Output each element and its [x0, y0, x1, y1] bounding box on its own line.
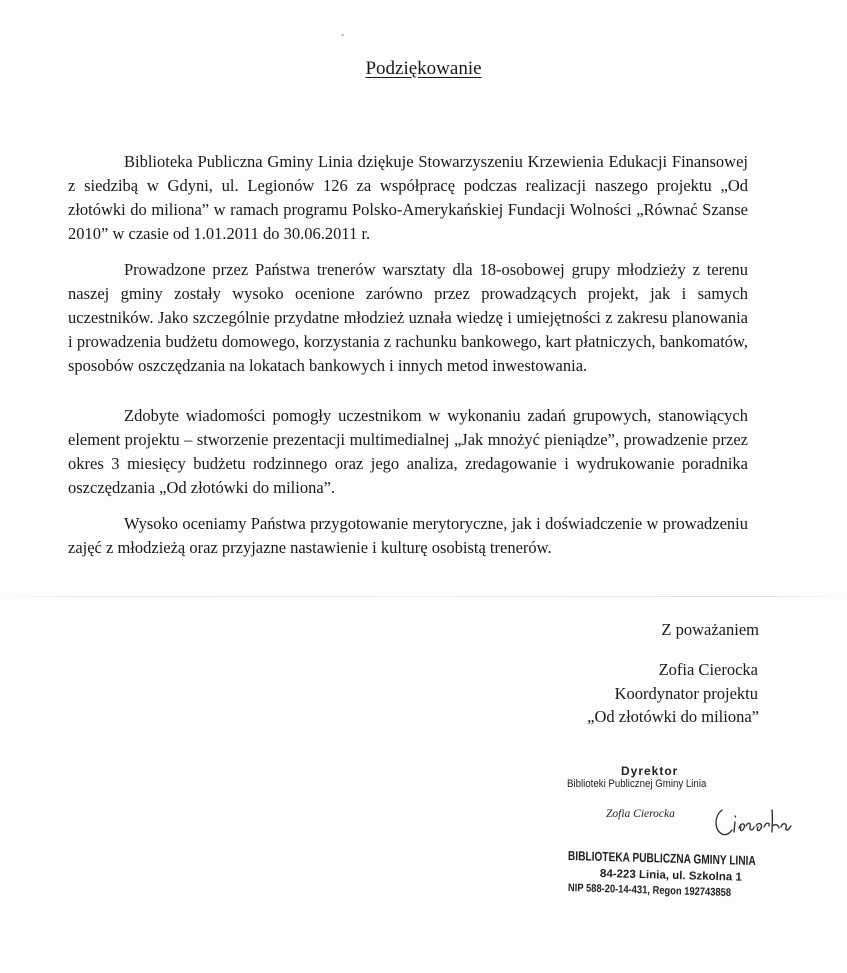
stamp-nip-regon: NIP 588-20-14-431, Regon 192743858 [567, 882, 732, 900]
closing-role: Koordynator projektu [614, 684, 758, 703]
stamp-library-line: Biblioteki Publicznej Gminy Linia [567, 778, 707, 790]
scan-fold-line [0, 596, 847, 597]
stamp-name: Zofia Cierocka [606, 808, 675, 820]
paragraph-appreciation: Wysoko oceniamy Państwa przygotowanie merytoryczne, jak i doświadczenie w prowadzeniu zajęć z młodzieżą oraz przyjazne nastawienie i kulturę osobistą trenerów. [68, 514, 748, 557]
closing-name: Zofia Cierocka [658, 660, 758, 679]
stamp-address: 84-223 Linia, ul. Szkolna 1 [599, 868, 742, 884]
closing-greeting: Z poważaniem [661, 620, 759, 639]
stamp-dyrektor: Dyrektor [621, 764, 679, 778]
paragraph-outcomes: Zdobyte wiadomości pomogły uczestnikom w wykonaniu zadań grupowych, stanowiących element projektu – stworzenie prezentacji multimedialnej „Jak mnożyć pieniądze”, prowadzenie przez okres 3 miesięcy budżetu rodzinnego oraz jego analiza, zredagowanie i wydrukowanie poradnika oszczędzania „Od złotówki do miliona”. [68, 406, 748, 497]
stamp-institution: BIBLIOTEKA PUBLICZNA GMINY LINIA [567, 848, 756, 869]
handwritten-signature [712, 800, 812, 842]
paragraph-thanks: Biblioteka Publiczna Gminy Linia dziękuje Stowarzyszeniu Krzewienia Edukacji Finansowej z siedzibą w Gdyni, ul. Legionów 126 za współpracę podczas realizacji naszego projektu „Od złotówki do miliona” w ramach programu Polsko-Amerykańskiej Fundacji Wolności „Równać Szanse 2010” w czasie od 1.01.2011 do 30.06.2011 r. [68, 152, 748, 243]
paper-speck [341, 34, 344, 36]
document-title: Podziękowanie [365, 58, 482, 79]
paragraph-workshops: Prowadzone przez Państwa trenerów warsztaty dla 18-osobowej grupy młodzieży z terenu naszej gminy zostały wysoko ocenione zarówno przez prowadzących projekt, jak i samych uczestników. Jako szczególnie przydatne młodzież uznała wiedzę i umiejętności z zakresu planowania i prowadzenia budżetu domowego, korzystania z rachunku bankowego, kart płatniczych, bankomatów, sposobów oszczędzania na lokatach bankowych i innych metod inwestowania. [68, 260, 748, 375]
closing-project: „Od złotówki do miliona” [587, 707, 759, 726]
